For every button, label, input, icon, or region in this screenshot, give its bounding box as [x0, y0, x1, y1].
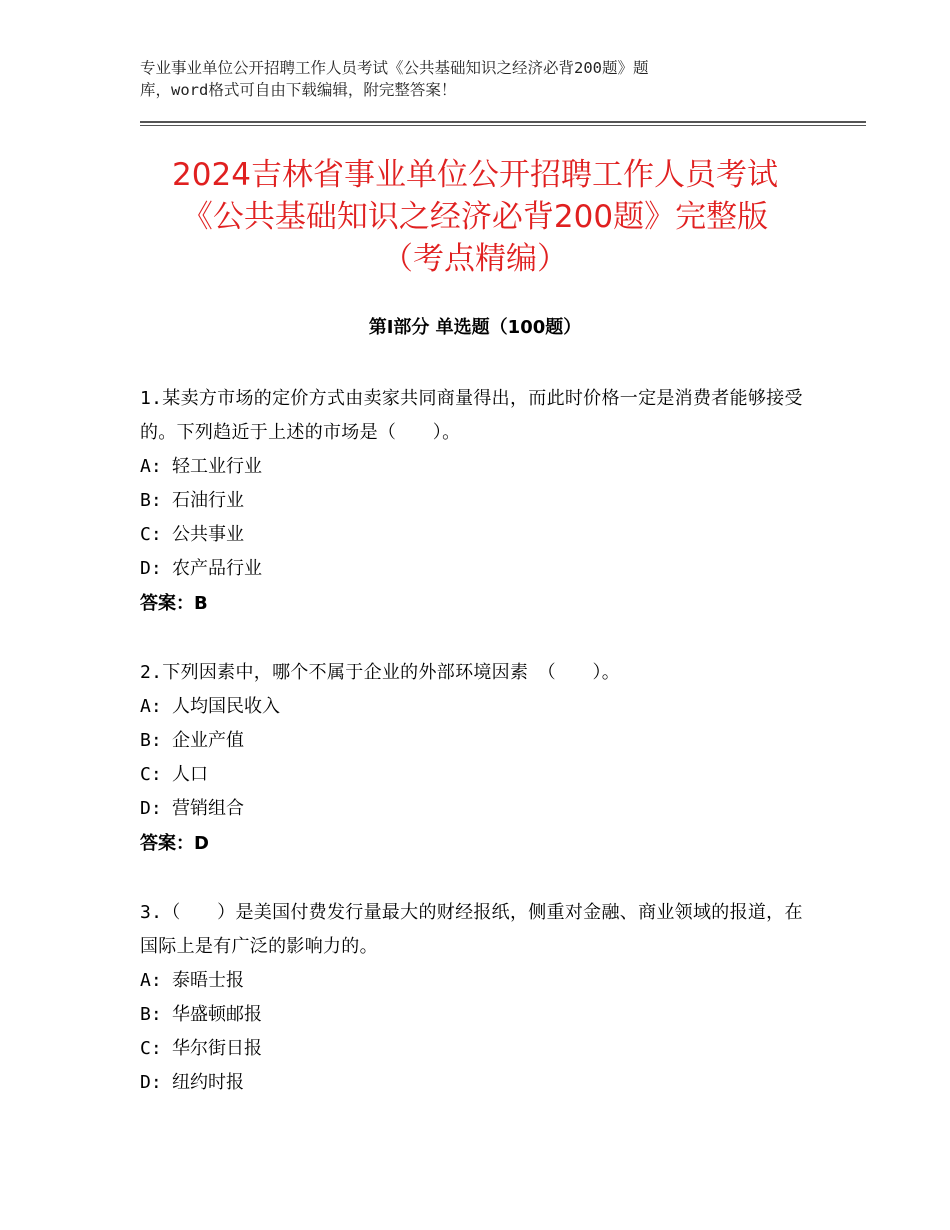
option-c	[140, 518, 820, 552]
header-divider-thin	[140, 125, 866, 126]
option-text: 人口	[172, 764, 208, 785]
header-note-line1: 专业事业单位公开招聘工作人员考试《公共基础知识之经济必背200题》题	[140, 59, 649, 77]
option-key: B:	[140, 730, 162, 751]
header-note-line2: 库，word格式可自由下载编辑，附完整答案！	[140, 81, 457, 99]
option-text: 华盛顿邮报	[172, 1004, 262, 1025]
option-key: D:	[140, 798, 162, 819]
question-stem: 2.下列因素中，哪个不属于企业的外部环境因素 （ ）。	[140, 662, 621, 683]
question-list	[140, 382, 820, 1134]
option-text: 轻工业行业	[172, 456, 262, 477]
title-line1: 2024吉林省事业单位公开招聘工作人员考试	[172, 157, 778, 193]
option-key: D:	[140, 558, 162, 579]
option-text: 石油行业	[172, 490, 244, 511]
question-stem: 3.（ ）是美国付费发行量最大的财经报纸，侧重对金融、商业领域的报道，在国际上是有广泛的影响力的。	[140, 902, 803, 957]
option-c	[140, 1032, 820, 1066]
option-d	[140, 1066, 820, 1100]
option-d	[140, 792, 820, 826]
option-key: B:	[140, 1004, 162, 1025]
header-divider	[140, 121, 866, 123]
answer: 答案：D	[140, 833, 209, 854]
option-key: A:	[140, 970, 162, 991]
option-text: 华尔街日报	[172, 1038, 262, 1059]
option-text: 公共事业	[172, 524, 244, 545]
option-key: A:	[140, 456, 162, 477]
option-key: B:	[140, 490, 162, 511]
option-text: 营销组合	[172, 798, 244, 819]
option-a	[140, 690, 820, 724]
option-key: A:	[140, 696, 162, 717]
option-b	[140, 998, 820, 1032]
answer: 答案：B	[140, 593, 208, 614]
title-line3: （考点精编）	[382, 241, 568, 277]
question-stem: 1.某卖方市场的定价方式由卖家共同商量得出，而此时价格一定是消费者能够接受的。下列趋近于上述的市场是（ ）。	[140, 388, 803, 443]
header-note	[140, 57, 780, 101]
option-b	[140, 484, 820, 518]
option-text: 企业产值	[172, 730, 244, 751]
question-3	[140, 896, 820, 1100]
option-key: C:	[140, 524, 162, 545]
section-title: 第Ⅰ部分 单选题（100题）	[368, 317, 582, 338]
option-b	[140, 724, 820, 758]
option-d	[140, 552, 820, 586]
option-key: C:	[140, 764, 162, 785]
option-c	[140, 758, 820, 792]
option-text: 农产品行业	[172, 558, 262, 579]
option-a	[140, 450, 820, 484]
document-title	[100, 154, 850, 280]
option-a	[140, 964, 820, 998]
question-2	[140, 656, 820, 862]
option-text: 纽约时报	[172, 1072, 244, 1093]
option-key: C:	[140, 1038, 162, 1059]
option-key: D:	[140, 1072, 162, 1093]
option-text: 泰晤士报	[172, 970, 244, 991]
option-text: 人均国民收入	[172, 696, 280, 717]
title-line2: 《公共基础知识之经济必背200题》完整版	[181, 199, 769, 235]
question-1	[140, 382, 820, 622]
